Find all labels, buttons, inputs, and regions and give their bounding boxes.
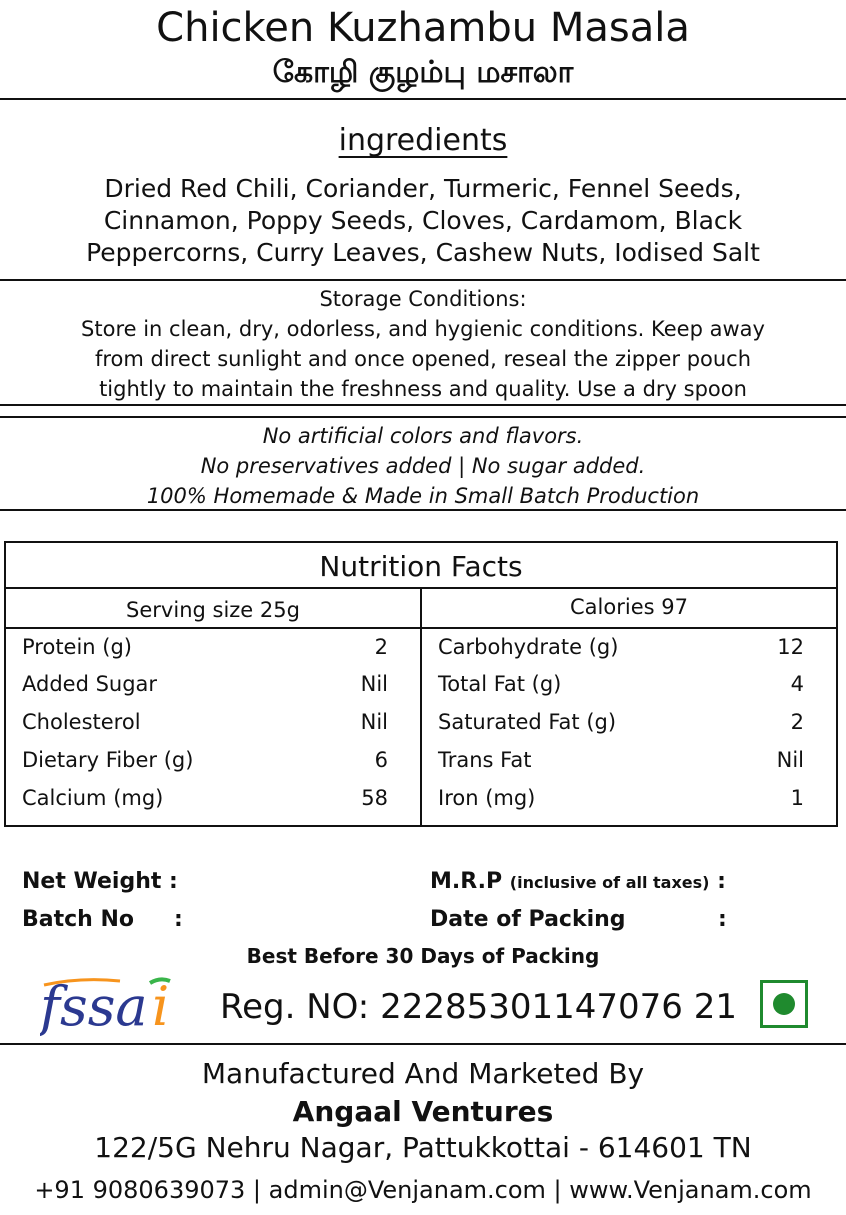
company-address: 122/5G Nehru Nagar, Pattukkottai - 614601 TN <box>94 1131 752 1164</box>
storage-text <box>0 314 846 404</box>
batch-no-colon: : <box>174 907 183 932</box>
product-claims <box>0 421 846 511</box>
storage-line: Store in clean, dry, odorless, and hygienic conditions. Keep away <box>81 317 765 341</box>
ingredients-line: Cinnamon, Poppy Seeds, Cloves, Cardamom, Black <box>103 206 743 235</box>
nutrient-label: Saturated Fat (g) <box>438 710 617 734</box>
ingredients-list <box>0 173 846 269</box>
claim-line: 100% Homemade & Made in Small Batch Production <box>146 484 700 508</box>
company-name: Angaal Ventures <box>292 1095 554 1128</box>
mrp-label <box>430 868 726 897</box>
nutrient-row <box>438 665 804 703</box>
batch-no-label: Batch No <box>22 907 135 932</box>
nutrient-value: Nil <box>360 710 388 734</box>
nutrient-value: 4 <box>790 672 804 696</box>
nutrient-label: Total Fat (g) <box>438 672 562 696</box>
nutrient-value: Nil <box>360 672 388 696</box>
serving-size: Serving size 25g <box>126 598 300 622</box>
nutrient-value: 58 <box>361 786 388 810</box>
nutrient-label: Cholesterol <box>22 710 141 734</box>
nutrient-value: Nil <box>776 748 804 772</box>
nutrient-label: Carbohydrate (g) <box>438 635 619 659</box>
nutrient-value: 12 <box>777 635 804 659</box>
storage-heading: Storage Conditions: <box>319 287 527 311</box>
fssai-logo-i: i <box>152 975 170 1037</box>
ingredients-heading: ingredients <box>338 123 508 158</box>
mrp-note: (inclusive of all taxes) <box>509 873 710 892</box>
mrp-colon: : <box>717 869 726 894</box>
divider <box>0 404 846 406</box>
nutrient-label: Iron (mg) <box>438 786 536 810</box>
product-title: Chicken Kuzhambu Masala <box>156 5 690 51</box>
claim-line: No preservatives added | No sugar added. <box>200 454 646 478</box>
nutrient-label: Added Sugar <box>22 672 158 696</box>
divider <box>0 279 846 281</box>
veg-dot <box>773 993 795 1015</box>
nutrient-row <box>438 779 804 817</box>
best-before: Best Before 30 Days of Packing <box>246 944 600 968</box>
nutrient-row <box>438 741 804 779</box>
storage-line: tightly to maintain the freshness and quality. Use a dry spoon <box>99 377 747 401</box>
calories: Calories 97 <box>570 595 688 619</box>
nutrient-label: Calcium (mg) <box>22 786 164 810</box>
nutrient-label: Dietary Fiber (g) <box>22 748 194 772</box>
nutrient-value: 2 <box>790 710 804 734</box>
fssai-logo <box>40 975 180 1037</box>
date-of-packing-colon: : <box>718 907 727 932</box>
divider <box>0 98 846 100</box>
nutrient-row <box>22 741 388 779</box>
veg-mark-icon <box>760 980 808 1028</box>
divider <box>0 509 846 511</box>
fssai-logo-text: fssa <box>40 975 148 1037</box>
ingredients-line: Dried Red Chili, Coriander, Turmeric, Fennel Seeds, <box>104 174 742 203</box>
manufactured-by: Manufactured And Marketed By <box>201 1057 645 1090</box>
nutrition-facts-table <box>4 541 838 827</box>
product-title-tamil: கோழி குழம்பு மசாலா <box>272 55 574 90</box>
nutrient-row <box>438 703 804 741</box>
divider <box>0 416 846 418</box>
ingredients-line: Peppercorns, Curry Leaves, Cashew Nuts, Iodised Salt <box>86 238 760 267</box>
nutrient-label: Protein (g) <box>22 635 133 659</box>
date-of-packing-label: Date of Packing <box>430 907 626 932</box>
nutrient-label: Trans Fat <box>438 748 532 772</box>
storage-line: from direct sunlight and once opened, reseal the zipper pouch <box>94 347 752 371</box>
nutrient-row <box>22 703 388 741</box>
nutrient-row <box>22 779 388 817</box>
nutrient-row <box>438 628 804 666</box>
table-divider <box>420 589 422 827</box>
nutrient-value: 2 <box>374 635 388 659</box>
net-weight-label: Net Weight : <box>22 869 178 894</box>
nutrient-value: 6 <box>374 748 388 772</box>
nutrient-row <box>22 628 388 666</box>
nutrient-row <box>22 665 388 703</box>
contact-info: +91 9080639073 | admin@Venjanam.com | www.Venjanam.com <box>34 1176 812 1204</box>
fssai-reg-number: Reg. NO: 22285301147076 21 <box>220 987 737 1027</box>
nutrition-title: Nutrition Facts <box>6 543 836 589</box>
claim-line: No artificial colors and flavors. <box>262 424 584 448</box>
nutrient-value: 1 <box>790 786 804 810</box>
divider <box>0 1043 846 1045</box>
mrp-text: M.R.P <box>430 869 503 894</box>
